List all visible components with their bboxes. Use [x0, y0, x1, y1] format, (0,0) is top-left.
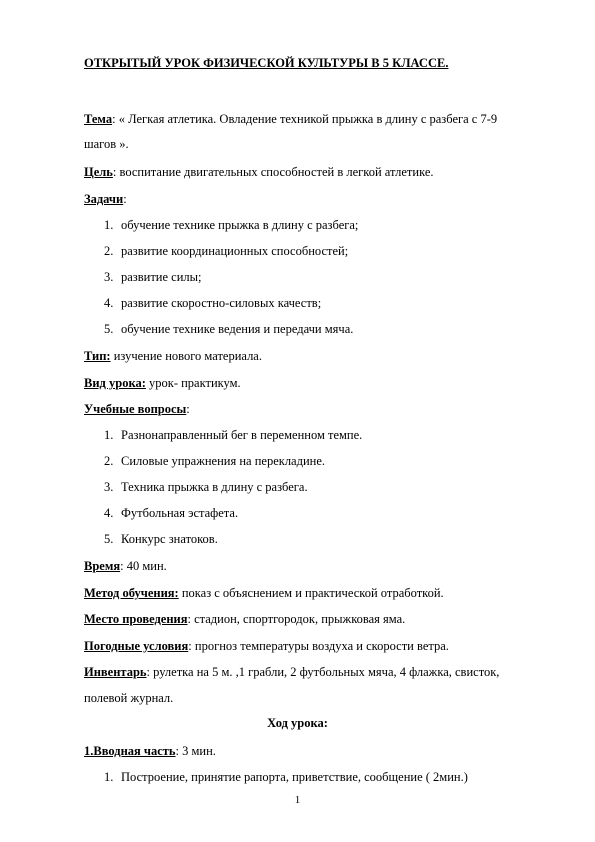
lesson-kind-label: Вид урока: [84, 376, 146, 390]
list-item: 3. Техника прыжка в длину с разбега. [104, 480, 308, 494]
questions-suffix: : [186, 402, 190, 416]
question-text: Футбольная эстафета. [121, 506, 239, 520]
time-text: : 40 мин. [120, 559, 167, 573]
inventory-line-2: полевой журнал. [84, 691, 174, 705]
topic-label: Тема [84, 112, 113, 126]
questions-label: Учебные вопросы [84, 402, 187, 416]
topic-line-2: шагов ». [84, 137, 129, 151]
time-label: Время [84, 559, 121, 573]
lesson-course-heading: Ход урока: [267, 716, 328, 730]
inventory-text: : рулетка на 5 м. ,1 грабли, 2 футбольных мяча, 4 флажка, свисток, [146, 665, 500, 679]
question-text: Конкурс знатоков. [121, 532, 218, 546]
inventory-line [84, 664, 499, 680]
type-text: изучение нового материала. [110, 349, 262, 363]
intro-line [84, 743, 216, 759]
method-line [84, 585, 444, 601]
place-line [84, 611, 405, 627]
task-text: развитие скоростно-силовых качеств; [121, 296, 322, 310]
question-text: Силовые упражнения на перекладине. [121, 454, 326, 468]
list-item: 1. Построение, принятие рапорта, приветствие, сообщение ( 2мин.) [104, 770, 468, 784]
method-label: Метод обучения: [84, 586, 179, 600]
list-item: 5. Конкурс знатоков. [104, 532, 218, 546]
task-text: обучение технике ведения и передачи мяча. [121, 322, 354, 336]
tasks-heading [84, 191, 127, 207]
goal-label: Цель [84, 165, 113, 179]
lesson-kind-line [84, 375, 241, 391]
intro-text: : 3 мин. [175, 744, 216, 758]
tasks-suffix: : [123, 192, 127, 206]
method-text: показ с объяснением и практической отработкой. [178, 586, 444, 600]
place-label: Место проведения [84, 612, 188, 626]
weather-line [84, 638, 449, 654]
inventory-label: Инвентарь [84, 665, 147, 679]
goal-line [84, 164, 434, 180]
list-item: 4. Футбольная эстафета. [104, 506, 239, 520]
topic-line [84, 111, 497, 127]
page-number: 1 [294, 794, 301, 806]
type-line [84, 348, 262, 364]
tasks-label: Задачи [84, 192, 124, 206]
list-item: 2. Силовые упражнения на перекладине. [104, 454, 326, 468]
goal-text: : воспитание двигательных способностей в легкой атлетике. [112, 165, 434, 179]
list-item: 1. Разнонаправленный бег в переменном темпе. [104, 428, 363, 442]
intro-item-text: Построение, принятие рапорта, приветствие, сообщение ( 2мин.) [121, 770, 468, 784]
type-label: Тип: [84, 349, 111, 363]
topic-text: : « Легкая атлетика. Овладение техникой прыжка в длину с разбега с 7-9 [112, 112, 498, 126]
questions-heading [84, 401, 190, 417]
list-item: 4. развитие скоростно-силовых качеств; [104, 296, 322, 310]
time-line [84, 558, 167, 574]
list-item: 2. развитие координационных способностей; [104, 244, 349, 258]
list-item: 1. обучение технике прыжка в длину с разбега; [104, 218, 359, 232]
list-item: 3. развитие силы; [104, 270, 202, 284]
weather-label: Погодные условия [84, 639, 189, 653]
weather-text: : прогноз температуры воздуха и скорости ветра. [188, 639, 449, 653]
document-title: ОТКРЫТЫЙ УРОК ФИЗИЧЕСКОЙ КУЛЬТУРЫ В 5 КЛАССЕ. [84, 56, 449, 70]
place-text: : стадион, спортгородок, прыжковая яма. [187, 612, 406, 626]
question-text: Техника прыжка в длину с разбега. [121, 480, 308, 494]
question-text: Разнонаправленный бег в переменном темпе. [121, 428, 363, 442]
intro-label: 1.Вводная часть [84, 744, 176, 758]
lesson-kind-text: урок- практикум. [145, 376, 241, 390]
list-item: 5. обучение технике ведения и передачи мяча. [104, 322, 354, 336]
task-text: развитие координационных способностей; [121, 244, 349, 258]
task-text: развитие силы; [121, 270, 202, 284]
task-text: обучение технике прыжка в длину с разбега; [121, 218, 359, 232]
